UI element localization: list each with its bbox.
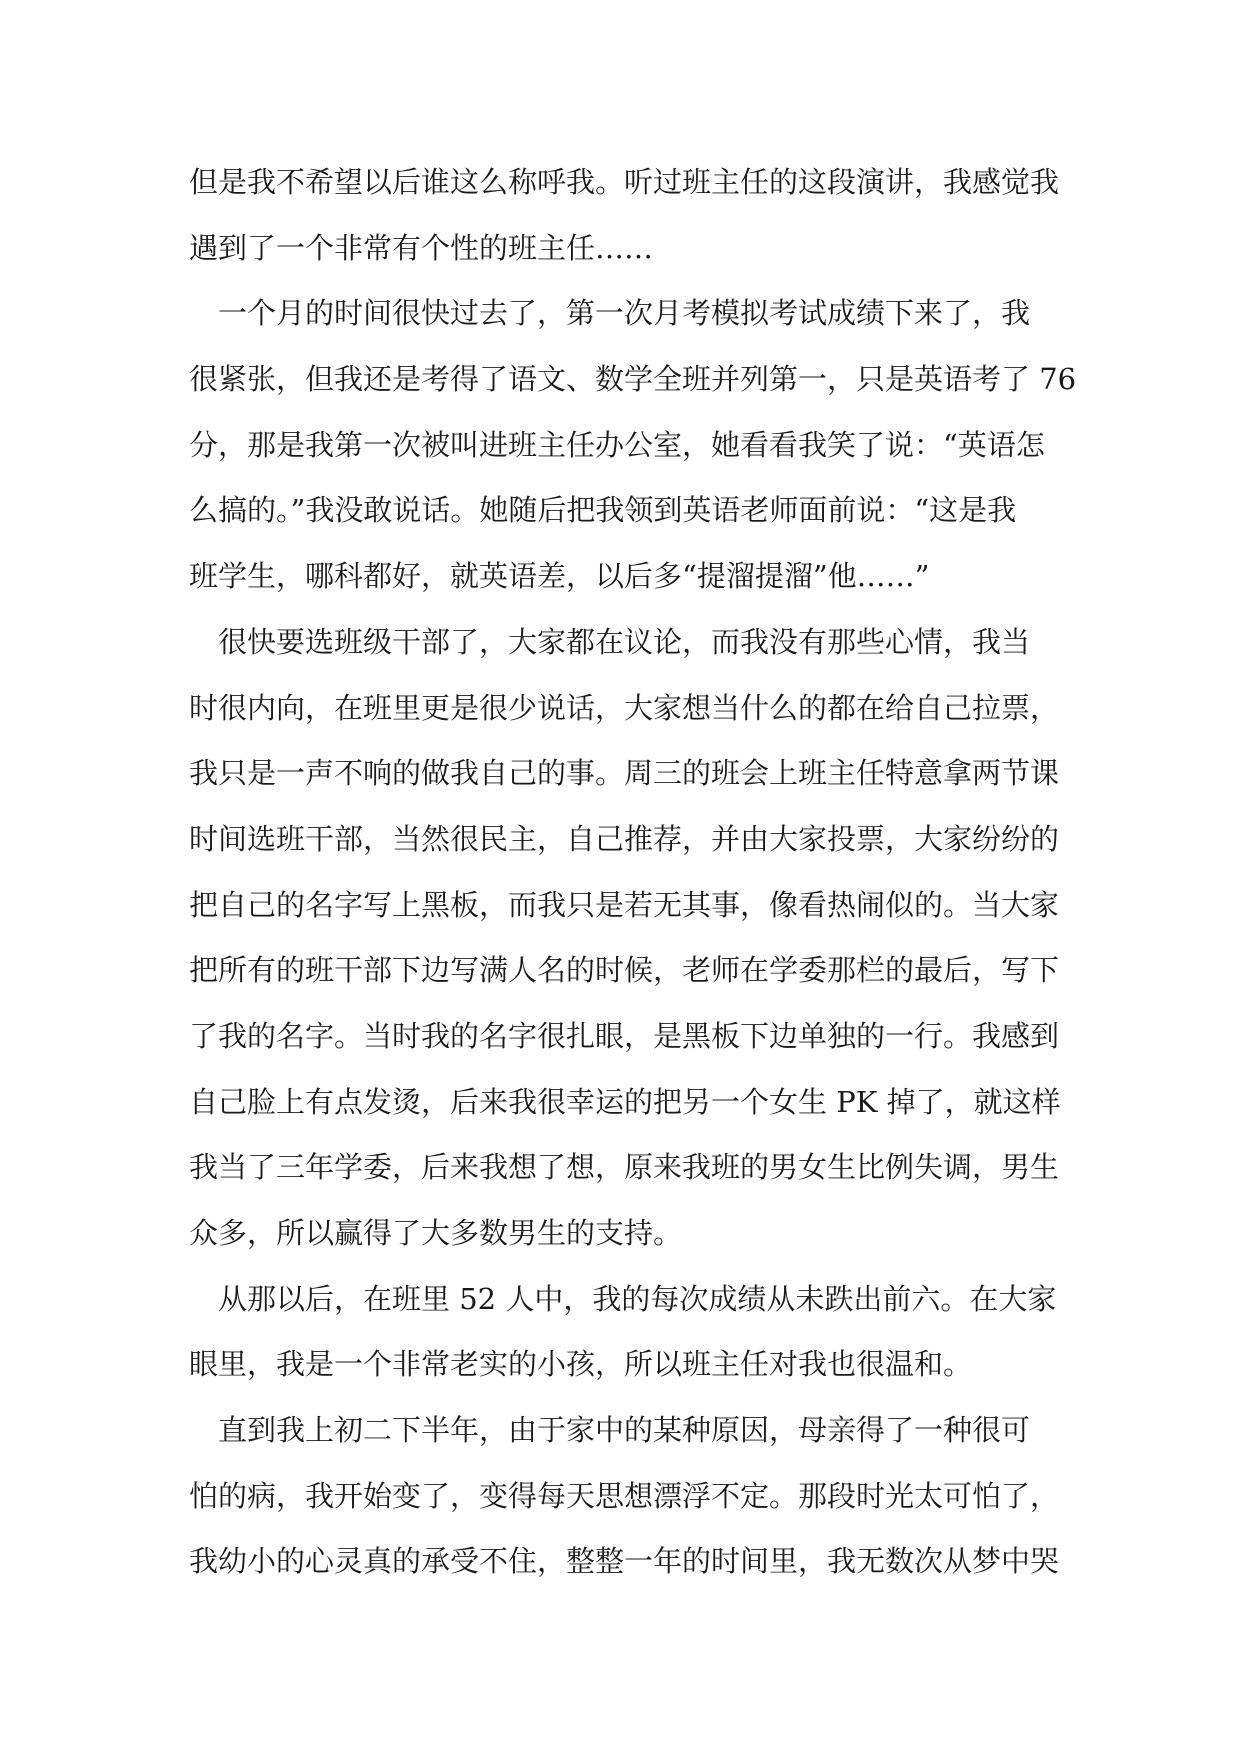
text-line: 了我的名字。当时我的名字很扎眼，是黑板下边单独的一行。我感到 [189, 1018, 1060, 1053]
text-line: 很快要选班级干部了，大家都在议论，而我没有那些心情，我当 [189, 624, 1031, 659]
text-line: 怕的病，我开始变了，变得每天思想漂浮不定。那段时光太可怕了， [189, 1478, 1060, 1513]
text-line: 班学生，哪科都好，就英语差，以后多“提溜提溜”他……” [189, 559, 930, 594]
text-line: 众多，所以赢得了大多数男生的支持。 [189, 1216, 683, 1250]
text-line: 我当了三年学委，后来我想了想，原来我班的男女生比例失调，男生 [189, 1150, 1060, 1185]
text-line: 么搞的。”我没敢说话。她随后把我领到英语老师面前说：“这是我 [189, 493, 1017, 528]
text-line: 眼里，我是一个非常老实的小孩，所以班主任对我也很温和。 [189, 1347, 973, 1382]
text-line: 自己脸上有点发烫，后来我很幸运的把另一个女生 PK 掉了，就这样 [189, 1084, 1061, 1119]
text-line: 一个月的时间很快过去了，第一次月考模拟考试成绩下来了，我 [189, 296, 1031, 331]
text-line: 把自己的名字写上黑板，而我只是若无其事，像看热闹似的。当大家 [189, 887, 1060, 922]
text-line: 很紧张，但我还是考得了语文、数学全班并列第一，只是英语考了 76 [189, 362, 1077, 397]
text-line: 但是我不希望以后谁这么称呼我。听过班主任的这段演讲，我感觉我 [189, 165, 1060, 199]
text-line: 时很内向，在班里更是很少说话，大家想当什么的都在给自己拉票， [189, 690, 1060, 725]
text-line: 直到我上初二下半年，由于家中的某种原因，母亲得了一种很可 [189, 1413, 1031, 1448]
text-line: 从那以后，在班里 52 人中，我的每次成绩从未跌出前六。在大家 [189, 1281, 1057, 1316]
text-line: 我幼小的心灵真的承受不住，整整一年的时间里，我无数次从梦中哭 [189, 1544, 1060, 1579]
body-text [189, 150, 1189, 1595]
text-line: 遇到了一个非常有个性的班主任…… [189, 230, 654, 265]
text-line: 时间选班干部，当然很民主，自己推荐，并由大家投票，大家纷纷的 [189, 821, 1060, 856]
text-line: 分，那是我第一次被叫进班主任办公室，她看看我笑了说：“英语怎 [189, 427, 1045, 462]
text-line: 我只是一声不响的做我自己的事。周三的班会上班主任特意拿两节课 [189, 756, 1060, 791]
text-line: 把所有的班干部下边写满人名的时候，老师在学委那栏的最后，写下 [189, 953, 1060, 988]
